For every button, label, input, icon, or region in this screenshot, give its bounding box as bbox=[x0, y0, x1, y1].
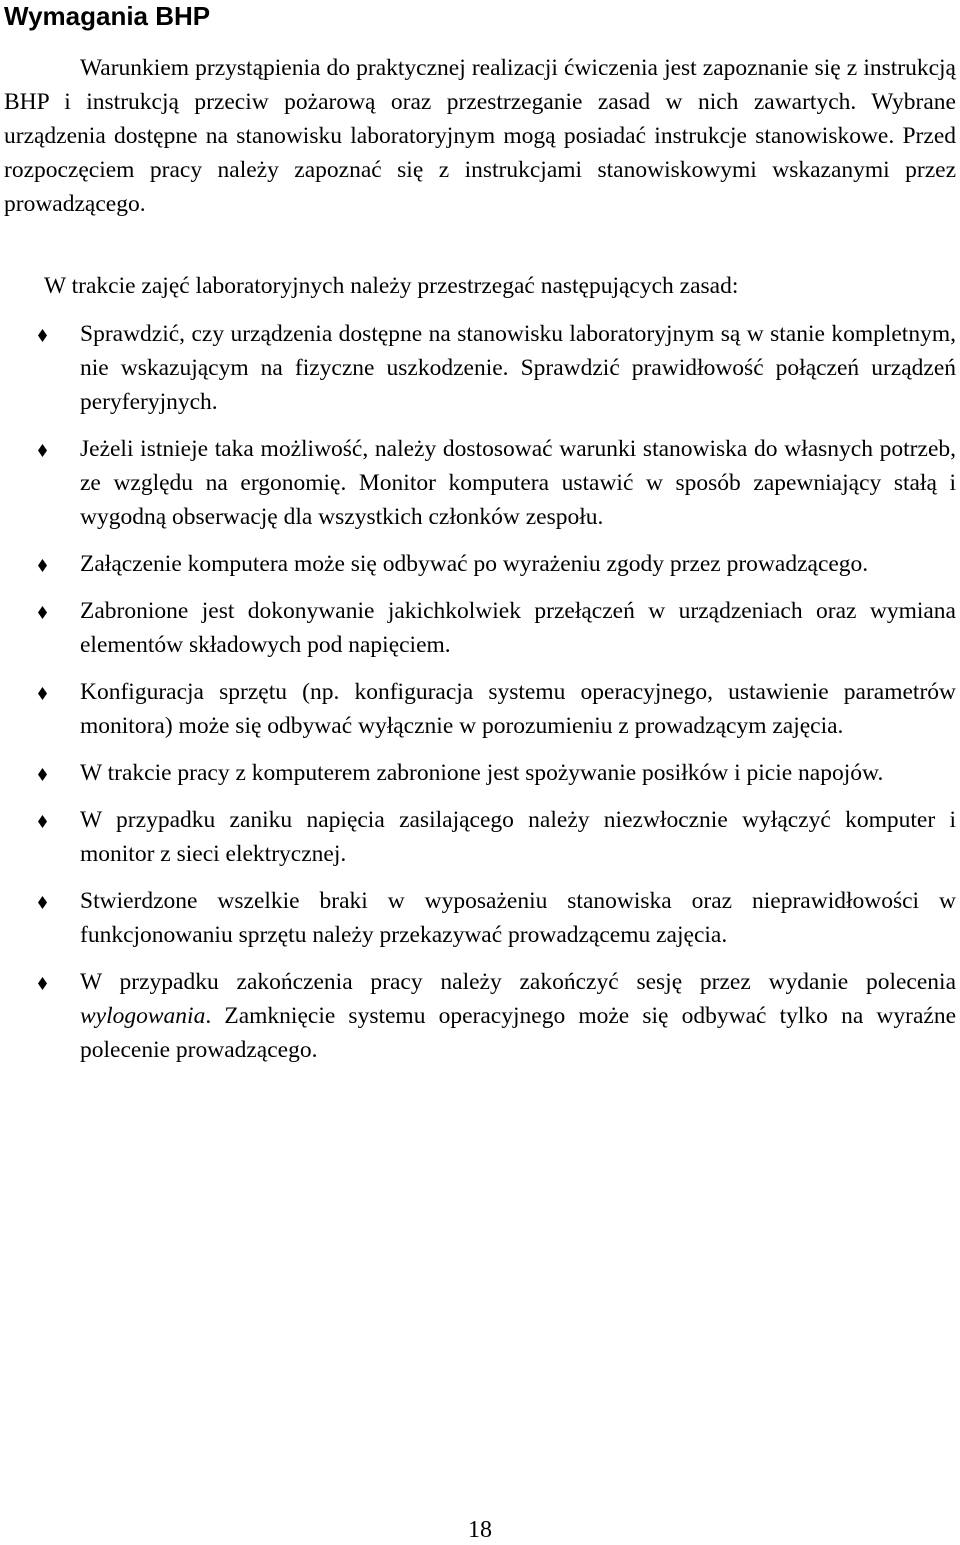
diamond-bullet-icon bbox=[38, 559, 47, 572]
rule-text: Jeżeli istnieje taka możliwość, należy dostosować warunki stanowiska do własnych potrzeb, ze względu na ergonomię. Monitor komputera ustawić w sposób zapewniający stałą i wygodną obserwację dla wszystkich członków zespołu. bbox=[80, 436, 956, 530]
emphasized-term: wylogowania bbox=[80, 1003, 206, 1029]
diamond-bullet-icon bbox=[38, 687, 47, 700]
rule-text: Zabronione jest dokonywanie jakichkolwiek przełączeń w urządzeniach oraz wymiana elementów składowych pod napięciem. bbox=[80, 598, 956, 658]
rule-text: W trakcie pracy z komputerem zabronione jest spożywanie posiłków i picie napojów. bbox=[80, 760, 884, 786]
diamond-bullet-icon bbox=[38, 606, 47, 619]
rule-text: Konfiguracja sprzętu (np. konfiguracja systemu operacyjnego, ustawienie parametrów monitora) może się odbywać wyłącznie w porozumieniu z prowadzącym zajęcia. bbox=[80, 679, 956, 739]
page-number: 18 bbox=[468, 1517, 492, 1543]
rules-lead-paragraph: W trakcie zajęć laboratoryjnych należy przestrzegać następujących zasad: bbox=[44, 273, 739, 299]
rule-text: Załączenie komputera może się odbywać po wyrażeniu zgody przez prowadzącego. bbox=[80, 551, 869, 577]
diamond-bullet-icon bbox=[38, 768, 47, 781]
rule-item bbox=[0, 884, 956, 952]
rule-item bbox=[0, 803, 956, 871]
diamond-bullet-icon bbox=[38, 815, 47, 828]
rule-text-part: . Zamknięcie systemu operacyjnego może się odbywać tylko na wyraźne polecenie prowadzącego. bbox=[80, 1003, 956, 1063]
rule-item bbox=[0, 756, 956, 790]
diamond-bullet-icon bbox=[38, 977, 47, 990]
rule-item bbox=[0, 547, 956, 581]
section-heading: Wymagania BHP bbox=[4, 1, 211, 31]
rule-item bbox=[0, 432, 956, 534]
rule-text-part: W przypadku zakończenia pracy należy zakończyć sesję przez wydanie polecenia bbox=[80, 969, 956, 995]
rule-item bbox=[0, 317, 956, 419]
rule-item bbox=[0, 594, 956, 662]
rule-text: Sprawdzić, czy urządzenia dostępne na stanowisku laboratoryjnym są w stanie kompletnym, nie wskazującym na fizyczne uszkodzenie. Sprawdzić prawidłowość połączeń urządzeń peryferyjnych. bbox=[80, 321, 956, 415]
rule-text: Stwierdzone wszelkie braki w wyposażeniu stanowiska oraz nieprawidłowości w funkcjonowaniu sprzętu należy przekazywać prowadzącemu zajęcia. bbox=[80, 888, 956, 948]
diamond-bullet-icon bbox=[38, 444, 47, 457]
diamond-bullet-icon bbox=[38, 896, 47, 909]
intro-paragraph: Warunkiem przystąpienia do praktycznej realizacji ćwiczenia jest zapoznanie się z instrukcją BHP i instrukcją przeciw pożarową oraz przestrzeganie zasad w nich zawartych. Wybrane urządzenia dostępne na stanowisku laboratoryjnym mogą posiadać instrukcje stanowiskowe. Przed rozpoczęciem pracy należy zapoznać się z instrukcjami stanowiskowymi wskazanymi przez prowadzącego. bbox=[4, 55, 956, 217]
rule-item bbox=[0, 675, 956, 743]
rules-list bbox=[0, 317, 960, 1080]
rule-text bbox=[80, 965, 956, 1067]
diamond-bullet-icon bbox=[38, 329, 47, 342]
rule-text: W przypadku zaniku napięcia zasilającego należy niezwłocznie wyłączyć komputer i monitor z sieci elektrycznej. bbox=[80, 807, 956, 867]
rule-item bbox=[0, 965, 956, 1067]
